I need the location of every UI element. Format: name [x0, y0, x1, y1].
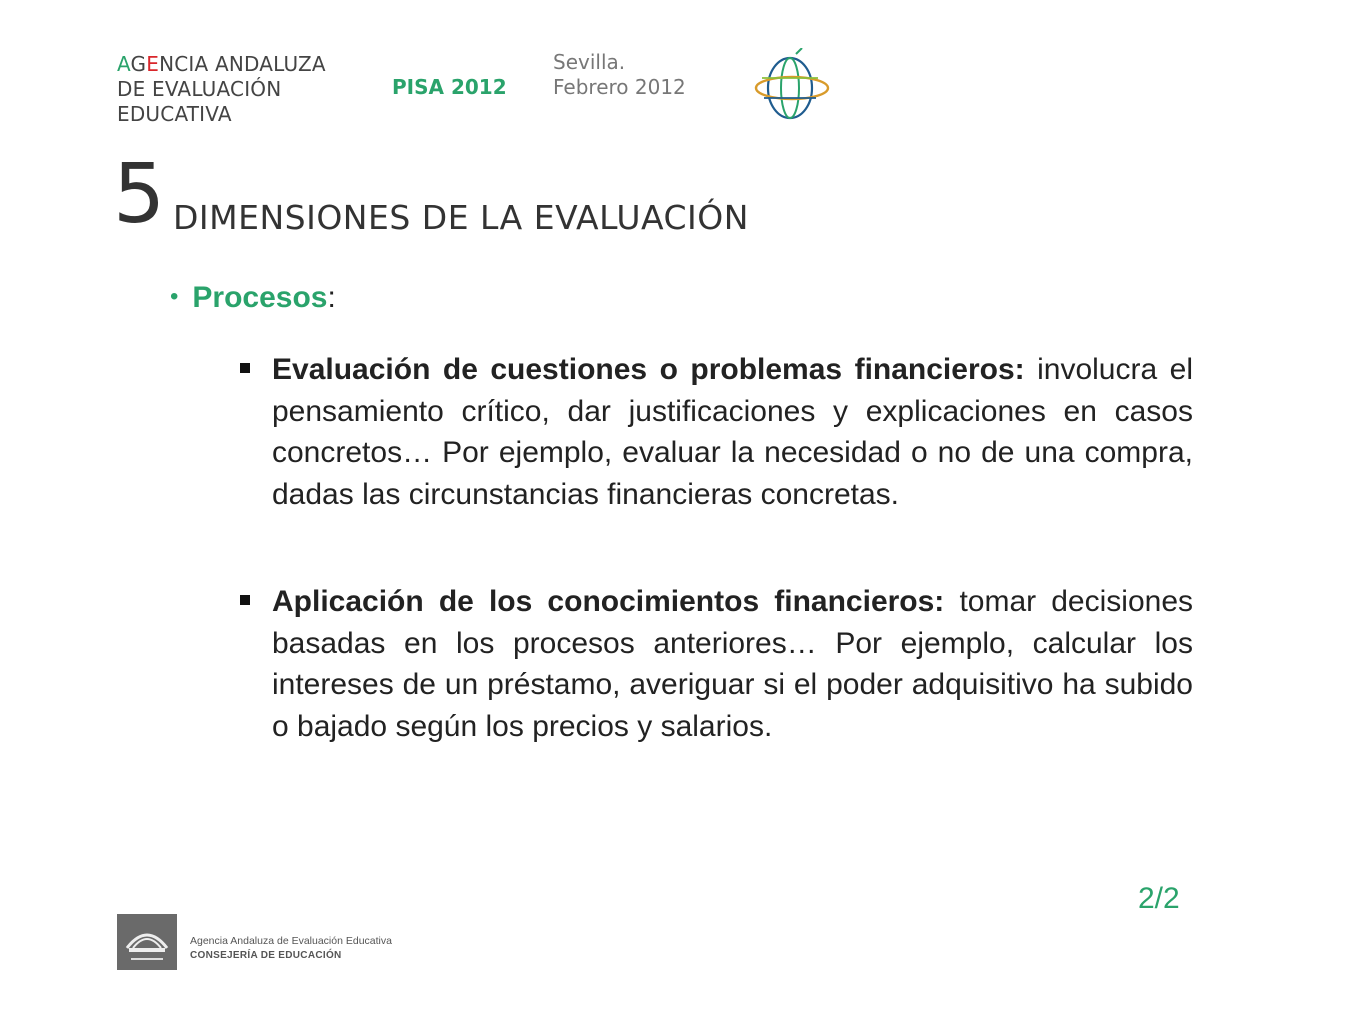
footer-org-line-1: Agencia Andaluza de Evaluación Educativa: [190, 935, 392, 947]
agency-letter-a: A: [117, 52, 131, 76]
section-number: 5: [113, 147, 166, 242]
program-label: PISA 2012: [392, 75, 507, 99]
list-item-text: [272, 349, 1193, 515]
footer-org: [190, 935, 392, 961]
date-label: Febrero 2012: [553, 75, 686, 99]
bullet-colon: :: [327, 281, 336, 314]
globe-logo-icon: [752, 48, 832, 128]
bullet-heading: [170, 281, 336, 315]
agency-line-2: DE EVALUACIÓN: [117, 77, 282, 101]
list-item-body: involucra el pensamiento crítico, dar justificaciones y explicaciones en casos concretos… Por ejemplo, evaluar la necesidad o no de una compra, dadas las circunstancias financieras concretas.: [272, 353, 1193, 511]
junta-andalucia-logo-icon: [117, 914, 177, 970]
list-item-text: [272, 581, 1193, 747]
location-date: [553, 50, 686, 100]
list-item: [240, 349, 1193, 515]
agency-line-3: EDUCATIVA: [117, 102, 232, 126]
square-bullet-icon: [240, 363, 250, 373]
square-bullet-icon: [240, 595, 250, 605]
agency-letter-e: E: [146, 52, 160, 76]
list-item: [240, 581, 1193, 747]
page-indicator: 2/2: [1138, 882, 1180, 915]
agency-name: [117, 52, 326, 127]
city-label: Sevilla.: [553, 50, 626, 74]
bullet-dot-icon: •: [170, 283, 179, 310]
footer-org-line-2: CONSEJERÍA DE EDUCACIÓN: [190, 950, 342, 961]
agency-letter-g: G: [130, 52, 147, 76]
list-item-body: tomar decisiones basadas en los procesos anteriores… Por ejemplo, calcular los intereses de un préstamo, averiguar si el poder adquisitivo ha subido o bajado según los precios y salarios.: [272, 585, 1194, 743]
list-item-heading: Aplicación de los conocimientos financieros:: [272, 585, 945, 618]
section-title: DIMENSIONES DE LA EVALUACIÓN: [173, 198, 749, 237]
agency-line-1: [117, 52, 326, 77]
agency-line-1-rest: NCIA ANDALUZA: [159, 52, 326, 76]
bullet-label: Procesos: [192, 281, 328, 314]
list-item-heading: Evaluación de cuestiones o problemas financieros:: [272, 353, 1025, 386]
